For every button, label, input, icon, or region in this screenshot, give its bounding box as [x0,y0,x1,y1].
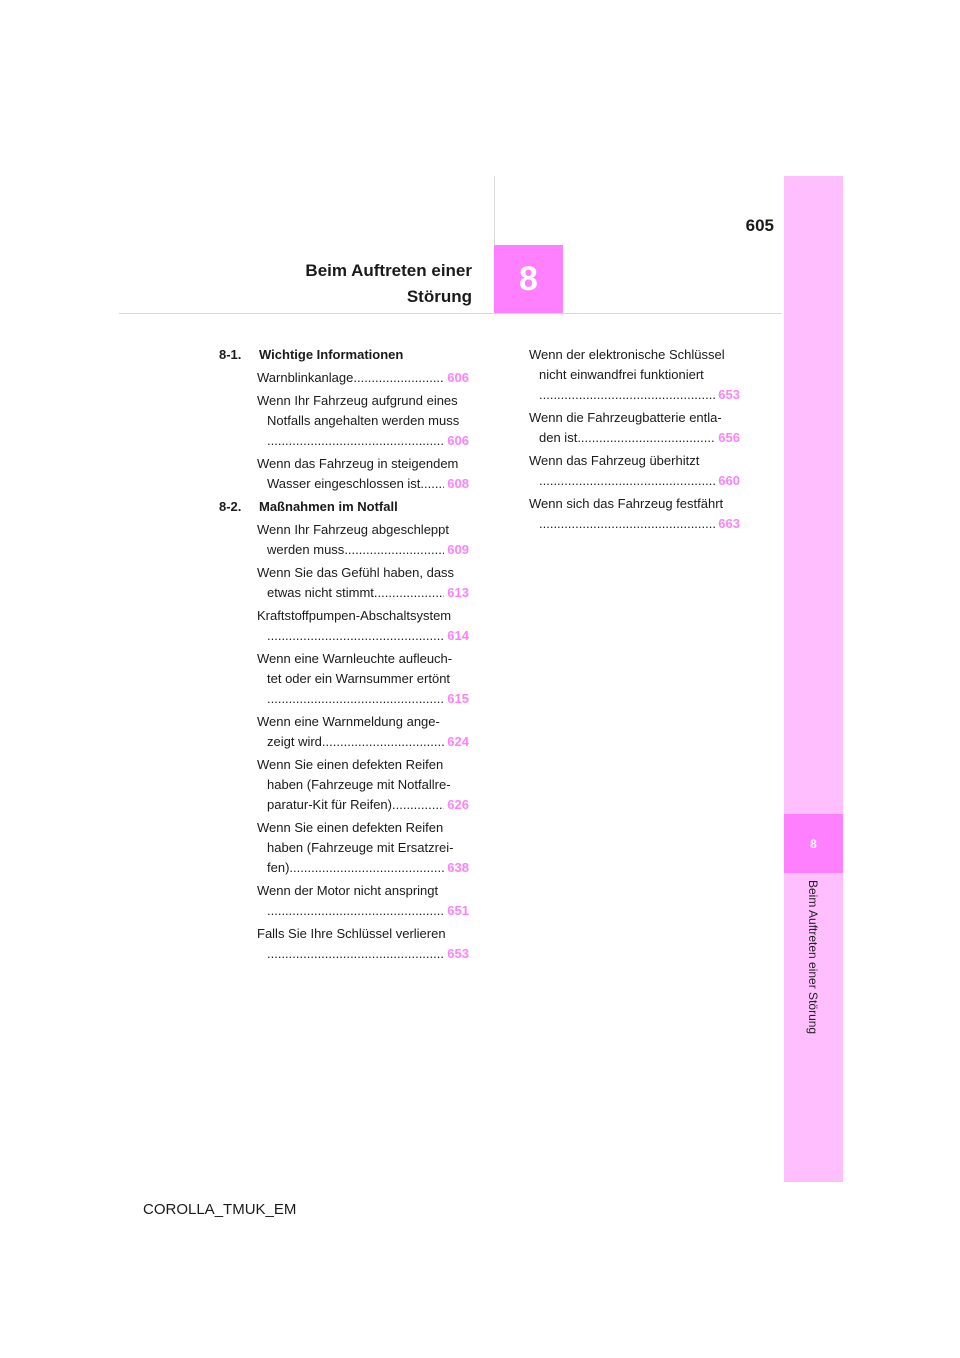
dot-leader [344,540,444,560]
toc-page-link[interactable]: 638 [447,860,469,875]
toc-entry-text: zeigt wird [267,734,322,749]
toc-page-link[interactable]: 656 [718,430,740,445]
header-divider-vertical [494,176,495,246]
toc-entry-text: Wenn eine Warnleuchte aufleuch- [257,651,453,666]
toc-entry[interactable] [257,881,469,921]
footer-code: COROLLA_TMUK_EM [143,1201,297,1218]
toc-entry-text: Kraftstoffpumpen-Abschaltsystem [257,608,452,623]
chapter-number-badge: 8 [494,245,563,313]
page-number: 605 [745,216,774,235]
toc-entry[interactable] [257,563,469,603]
toc-section-number: 8-1. [219,347,242,362]
dot-leader [322,732,444,752]
toc-page-link[interactable]: 609 [447,542,469,557]
toc-page-link[interactable]: 608 [447,476,469,491]
toc-column-1 [219,345,469,967]
toc-entry-text: paratur-Kit für Reifen) [267,797,392,812]
toc-section-heading [219,497,469,517]
side-tab-number: 8 [784,814,843,873]
toc-column-2 [529,345,740,537]
toc-entry-text: haben (Fahrzeuge mit Notfallre- [267,777,451,792]
toc-entry-text: Notfalls angehalten werden muss [267,413,460,428]
toc-page-link[interactable]: 613 [447,585,469,600]
toc-entry[interactable] [257,924,469,964]
toc-entry[interactable] [529,408,740,448]
toc-entry-list [219,520,469,964]
toc-entry-text: fen) [267,860,290,875]
dot-leader [577,428,715,448]
toc-section-heading [219,345,469,365]
dot-leader [420,474,444,494]
dot-leader [267,626,444,646]
toc-entry-text: haben (Fahrzeuge mit Ersatzrei- [267,840,454,855]
toc-entry[interactable] [529,451,740,491]
dot-leader [267,944,444,964]
toc-entry-text: Wenn Ihr Fahrzeug aufgrund eines [257,393,458,408]
toc-entry-text: Wenn Sie einen defekten Reifen [257,757,444,772]
toc-page-link[interactable]: 651 [447,903,469,918]
toc-entry-text: den ist [539,430,578,445]
toc-entry-text: Wasser eingeschlossen ist [267,476,421,491]
toc-entry[interactable] [257,818,469,878]
toc-entry[interactable] [257,368,469,388]
side-tab-label: Beim Auftreten einer Störung [805,880,820,1035]
toc-page-link[interactable]: 615 [447,691,469,706]
dot-leader [267,431,444,451]
toc-entry-text: Wenn eine Warnmeldung ange- [257,714,440,729]
dot-leader [289,858,444,878]
toc-entry[interactable] [257,454,469,494]
dot-leader [267,689,444,709]
toc-entry-list [219,368,469,494]
toc-entry-text: Wenn das Fahrzeug in steigendem [257,456,459,471]
toc-entry[interactable] [529,345,740,405]
toc-entry[interactable] [257,391,469,451]
toc-entry-text: Falls Sie Ihre Schlüssel verlieren [257,926,446,941]
toc-entry-text: Wenn Ihr Fahrzeug abgeschleppt [257,522,449,537]
toc-page-link[interactable]: 606 [447,370,469,385]
toc-page-link[interactable]: 606 [447,433,469,448]
toc-entry[interactable] [257,606,469,646]
toc-entry-text: etwas nicht stimmt [267,585,374,600]
toc-page-link[interactable]: 626 [447,797,469,812]
toc-page-link[interactable]: 663 [718,516,740,531]
toc-entry-text: Wenn das Fahrzeug überhitzt [529,453,700,468]
toc-entry-text: Warnblinkanlage [257,370,354,385]
toc-entry[interactable] [529,494,740,534]
toc-entry-text: Wenn Sie das Gefühl haben, dass [257,565,455,580]
dot-leader [353,368,444,388]
chapter-title-line2: Störung [406,287,472,306]
toc-page-link[interactable]: 624 [447,734,469,749]
toc-entry-text: Wenn Sie einen defekten Reifen [257,820,444,835]
dot-leader [539,385,715,405]
toc-section-number: 8-2. [219,499,242,514]
dot-leader [539,471,715,491]
toc-section-title: Wichtige Informationen [259,347,404,362]
dot-leader [374,583,444,603]
chapter-title-line1: Beim Auftreten einer [305,261,472,280]
toc-entry-text: werden muss [267,542,345,557]
toc-entry[interactable] [257,755,469,815]
dot-leader [539,514,715,534]
chapter-title [200,258,472,310]
toc-entry-text: tet oder ein Warnsummer ertönt [267,671,451,686]
toc-entry-text: Wenn der elektronische Schlüssel [529,347,725,362]
toc-entry-text: Wenn die Fahrzeugbatterie entla- [529,410,722,425]
toc-page-link[interactable]: 653 [718,387,740,402]
dot-leader [267,901,444,921]
toc-entry-text: Wenn der Motor nicht anspringt [257,883,439,898]
header-divider-horizontal [119,313,782,314]
toc-entry[interactable] [257,649,469,709]
toc-page-link[interactable]: 653 [447,946,469,961]
toc-entry-text: nicht einwandfrei funktioniert [539,367,704,382]
toc-page-link[interactable]: 660 [718,473,740,488]
dot-leader [392,795,444,815]
side-tab-label-wrap [784,880,843,1120]
toc-entry-text: Wenn sich das Fahrzeug festfährt [529,496,724,511]
toc-entry[interactable] [257,520,469,560]
toc-section-title: Maßnahmen im Notfall [259,499,398,514]
toc-page-link[interactable]: 614 [447,628,469,643]
toc-entry[interactable] [257,712,469,752]
